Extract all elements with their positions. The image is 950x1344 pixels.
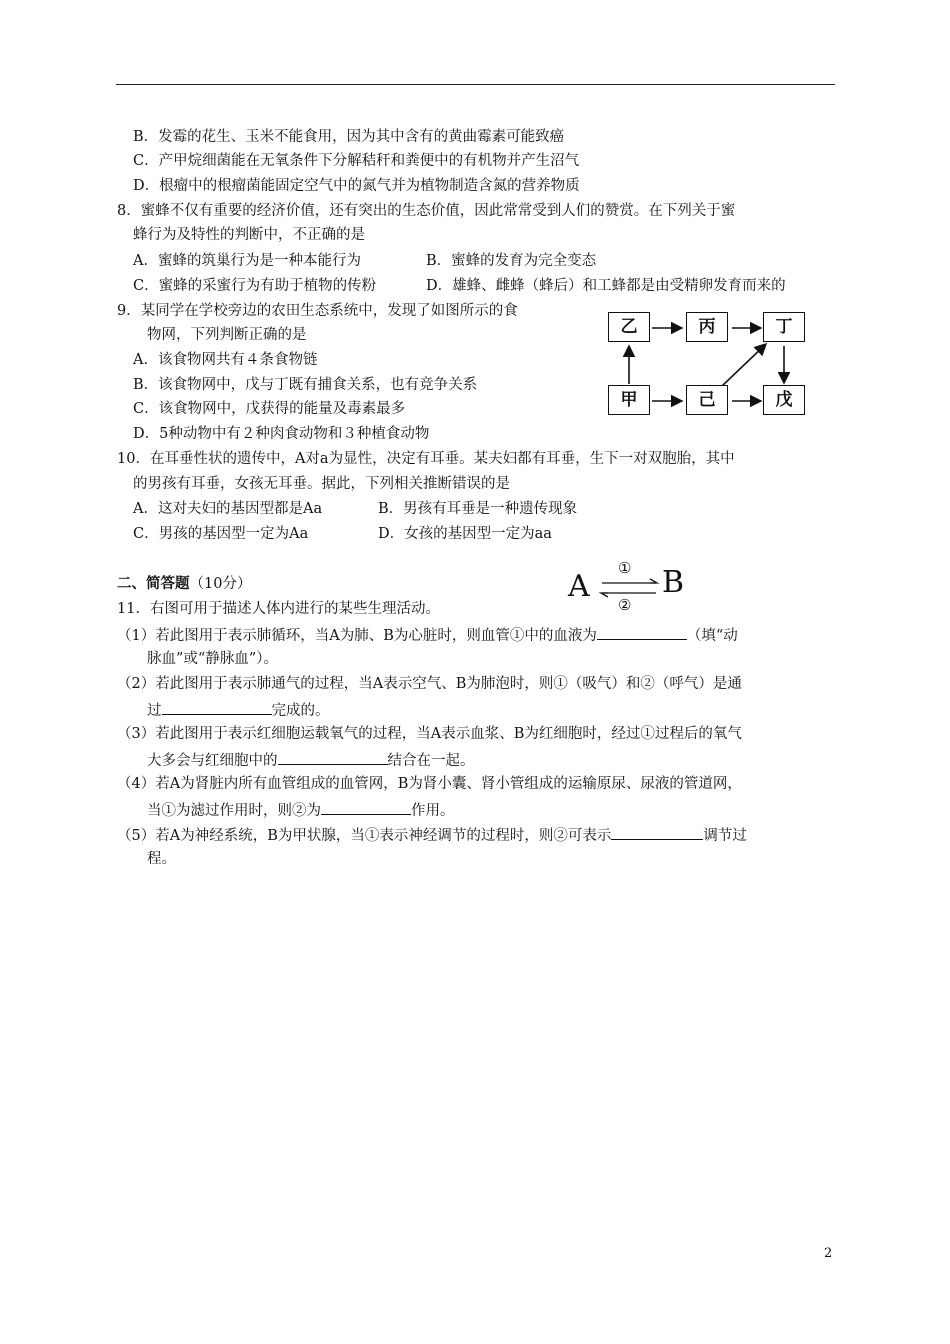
diagram-label-b: B: [662, 565, 685, 600]
q11-p3-text-b: 大多会与红细胞中的: [147, 753, 278, 769]
diagram-label-1: ①: [618, 559, 632, 577]
q11-p3-text-c: 结合在一起。: [387, 753, 475, 769]
q9-option-d: D．5种动物中有２种肉食动物和３种植食动物: [133, 426, 430, 442]
q11-p2-text-c: 完成的。: [271, 703, 330, 719]
food-web-node-jia: 甲: [608, 385, 650, 415]
q11-part3-line2: [147, 749, 475, 771]
q10-option-d: D．女孩的基因型一定为aa: [378, 526, 552, 542]
section-title: 二、简答题: [117, 575, 190, 592]
q11-part2-line2: [147, 699, 330, 721]
food-web-node-yi: 乙: [608, 312, 650, 342]
answer-blank-1[interactable]: [597, 624, 687, 640]
q10-stem-line2: 的男孩有耳垂，女孩无耳垂。据此，下列相关推断错误的是: [133, 476, 510, 492]
food-web-node-wu: 戊: [763, 385, 805, 415]
q8-stem-line1: 8．蜜蜂不仅有重要的经济价值，还有突出的生态价值，因此常常受到人们的赞赏。在下列关于蜜: [117, 203, 736, 219]
answer-blank-2[interactable]: [162, 699, 272, 715]
q11-p2-text-b: 过: [147, 703, 162, 719]
answer-blank-3[interactable]: [278, 749, 388, 765]
arrow-ji-to-ding: [722, 344, 766, 386]
q11-p2-text-a: （2）若此图用于表示肺通气的过程，当A表示空气、B为肺泡时，则①（吸气）和②（呼气）是通: [117, 676, 742, 692]
q11-p1-text-c: 脉血”或“静脉血”）。: [147, 651, 278, 667]
q9-stem-line1: 9．某同学在学校旁边的农田生态系统中，发现了如图所示的食: [117, 303, 518, 319]
q11-p5-text-c: 程。: [147, 851, 176, 867]
food-web-node-ji: 己: [686, 385, 728, 415]
q8-option-c: C．蜜蜂的采蜜行为有助于植物的传粉: [133, 278, 377, 294]
header-rule: [116, 84, 835, 85]
q11-p3-text-a: （3）若此图用于表示红细胞运载氧气的过程，当A表示血浆、B为红细胞时，经过①过程后的氧气: [117, 726, 742, 742]
q11-part5-line1: [117, 824, 747, 846]
q7-option-c: C．产甲烷细菌能在无氧条件下分解秸秆和粪便中的有机物并产生沼气: [133, 153, 580, 169]
q9-option-b: B．该食物网中，戊与丁既有捕食关系，也有竞争关系: [133, 377, 478, 393]
q7-option-d: D．根瘤中的根瘤菌能固定空气中的氮气并为植物制造含氮的营养物质: [133, 178, 580, 194]
q11-p4-text-c: 作用。: [411, 803, 455, 819]
q11-p1-text-b: （填“动: [686, 628, 738, 644]
food-web-node-ding: 丁: [763, 312, 805, 342]
q11-p1-text-a: （1）若此图用于表示肺循环，当A为肺、B为心脏时，则血管①中的血液为: [117, 628, 597, 644]
diagram-label-2: ②: [618, 596, 632, 614]
section-score: （10分）: [189, 576, 252, 592]
q10-option-c: C．男孩的基因型一定为Aa: [133, 526, 309, 542]
q11-p5-text-b: 调节过: [703, 828, 747, 844]
page-number: 2: [824, 1246, 833, 1261]
q11-part1-line1: [117, 624, 738, 646]
answer-blank-5[interactable]: [611, 824, 703, 840]
a-b-exchange-diagram: [568, 560, 698, 620]
q8-option-a: A．蜜蜂的筑巢行为是一种本能行为: [133, 253, 361, 269]
q11-part4-line2: [147, 799, 455, 821]
answer-blank-4[interactable]: [321, 799, 411, 815]
q11-stem: 11．右图可用于描述人体内进行的某些生理活动。: [117, 601, 440, 617]
section-heading: [117, 574, 251, 594]
q9-stem-line2: 物网，下列判断正确的是: [147, 327, 307, 343]
q8-option-b: B．蜜蜂的发育为完全变态: [426, 253, 597, 269]
q10-option-a: A．这对夫妇的基因型都是Aa: [133, 501, 323, 517]
diagram-arrows: [568, 560, 698, 620]
q9-option-c: C．该食物网中，戊获得的能量及毒素最多: [133, 401, 406, 417]
q11-p4-text-a: （4）若A为肾脏内所有血管组成的血管网，B为肾小囊、肾小管组成的运输原尿、尿液的管道网，: [117, 776, 742, 792]
q11-p4-text-b: 当①为滤过作用时，则②为: [147, 803, 321, 819]
q9-option-a: A．该食物网共有４条食物链: [133, 352, 318, 368]
q10-option-b: B．男孩有耳垂是一种遗传现象: [378, 501, 578, 517]
q10-stem-line1: 10．在耳垂性状的遗传中，A对a为显性，决定有耳垂。某夫妇都有耳垂，生下一对双胞胎，其中: [117, 451, 735, 467]
q7-option-b: B．发霉的花生、玉米不能食用，因为其中含有的黄曲霉素可能致癌: [133, 129, 565, 145]
food-web-diagram: [604, 304, 814, 426]
q8-stem-line2: 蜂行为及特性的判断中，不正确的是: [133, 227, 365, 243]
q8-option-d: D．雄蜂、雌蜂（蜂后）和工蜂都是由受精卵发育而来的: [426, 278, 786, 294]
food-web-node-bing: 丙: [686, 312, 728, 342]
diagram-label-a: A: [568, 569, 590, 604]
q11-p5-text-a: （5）若A为神经系统，B为甲状腺，当①表示神经调节的过程时，则②可表示: [117, 828, 612, 844]
